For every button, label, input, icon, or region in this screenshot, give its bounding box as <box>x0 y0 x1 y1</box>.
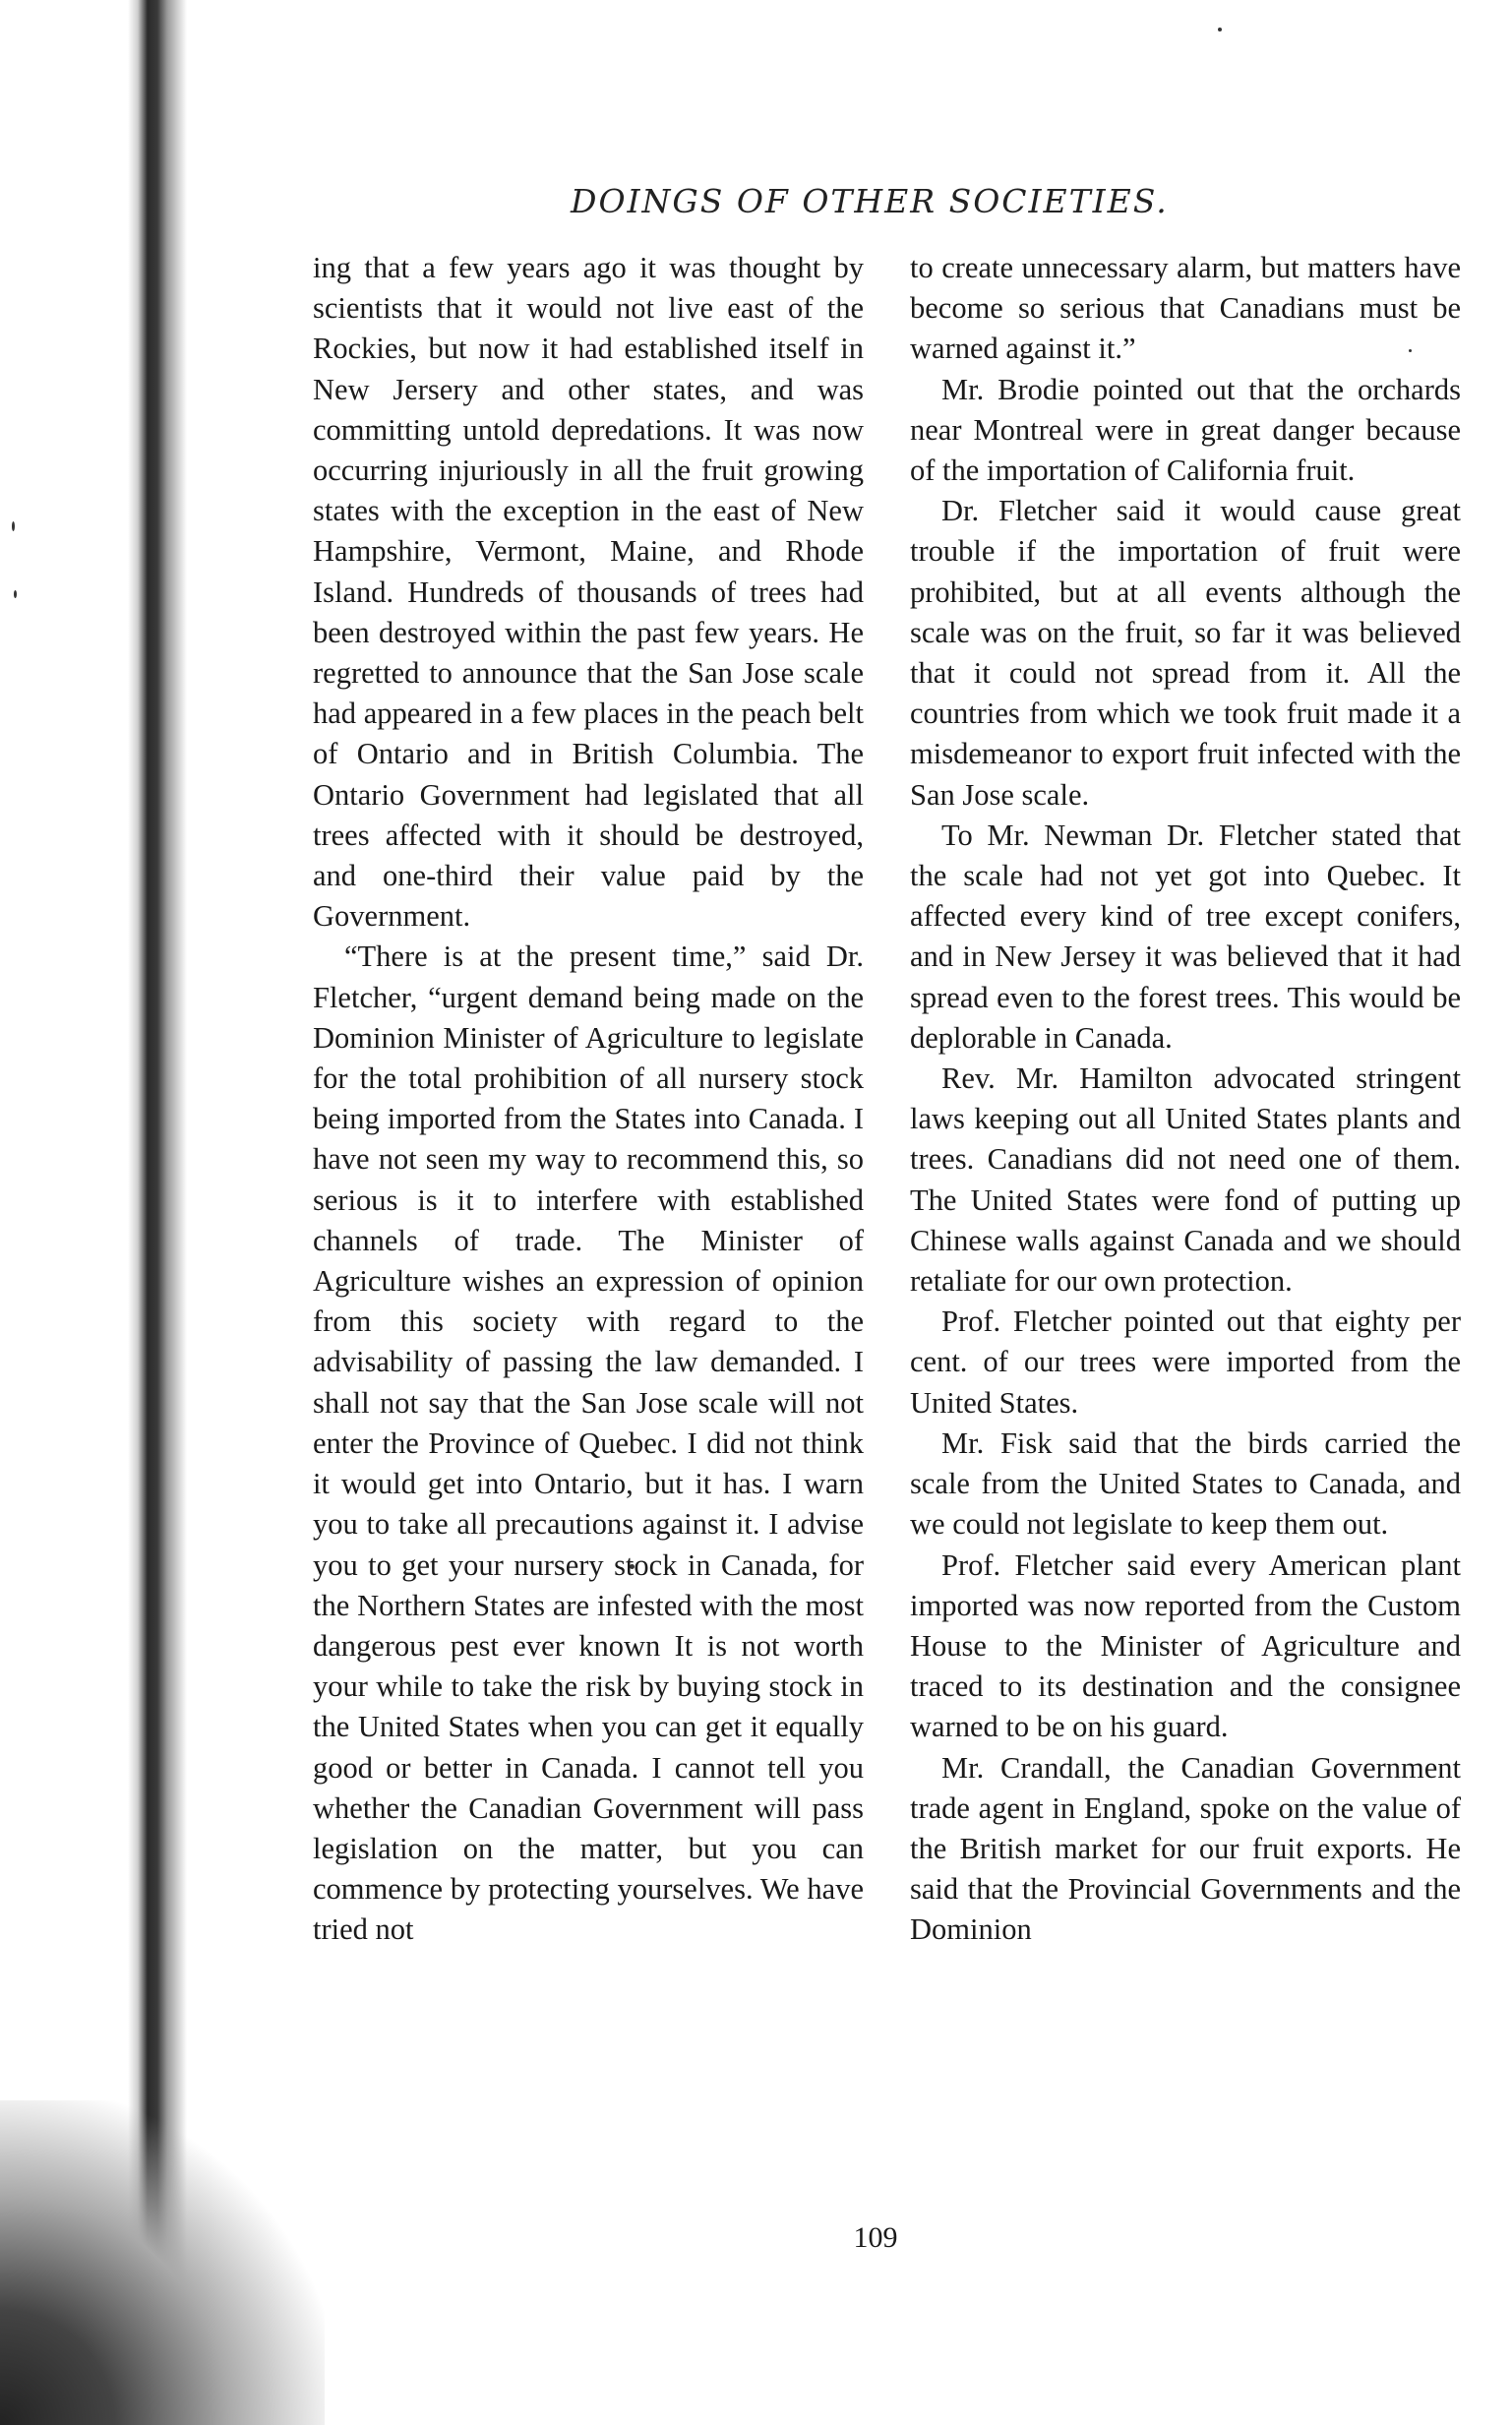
right-column <box>910 248 1461 1951</box>
paragraph: Dr. Fletcher said it would cause great trouble if the importation of fruit were prohibited, but at all events although the scale was on the fruit, so far it was believed that it could not spread from it. All the countries from which we took fruit made it a misdemeanor to export fruit infected with the San Jose scale. <box>910 494 1461 812</box>
paragraph: Rev. Mr. Hamilton advocated stringent laws keeping out all United States plants and trees. Canadians did not need one of them. The United States were fond of putting up Chinese walls against Canada and we should retaliate for our own protection. <box>910 1061 1461 1299</box>
paragraph: Prof. Fletcher said every American plant imported was now reported from the Custom House to the Minister of Agriculture and traced to its destination and the consignee warned to be on his guard. <box>910 1547 1461 1744</box>
speck <box>12 521 15 531</box>
running-head: DOINGS OF OTHER SOCIETIES. <box>571 182 1169 220</box>
paragraph: To Mr. Newman Dr. Fletcher stated that the scale had not yet got into Quebec. It affected every kind of tree except conifers, and in New Jersey it was believed that it had spread even to the forest trees. This would be deplorable in Canada. <box>910 818 1461 1055</box>
paragraph: to create unnecessary alarm, but matters have become so serious that Canadians must be warned against it.” <box>910 251 1461 366</box>
binding-shadow <box>0 0 187 2425</box>
left-column <box>313 248 864 1951</box>
paragraph: “There is at the present time,” said Dr. Fletcher, “urgent demand being made on the Dominion Minister of Agriculture to legislate for the total prohibition of all nursery stock being imported from the States into Canada. I have not seen my way to recommend this, so serious is it to interfere with established channels of trade. The Minister of Agriculture wishes an expression of opinion from this society with regard to the advisability of passing the law demanded. I shall not say that the San Jose scale will not enter the Province of Quebec. I did not think it would get into Ontario, but it has. I warn you to take all precautions against it. I advise you to get your nursery stock in Canada, for the Northern States are infested with the most dangerous pest ever known It is not worth your while to take the risk by buying stock in the United States when you can get it equally good or better in Canada. I cannot tell you whether the Canadian Government will pass legislation on the matter, but you can commence by protecting yourselves. We have tried not <box>313 940 864 1947</box>
paragraph: Mr. Fisk said that the birds carried the scale from the United States to Canada, and we could not legislate to keep them out. <box>910 1425 1461 1542</box>
paragraph: Mr. Brodie pointed out that the orchards near Montreal were in great danger because of the importation of California fruit. <box>910 372 1461 488</box>
binding-shadow-corner <box>0 2100 325 2425</box>
speck <box>1218 28 1222 31</box>
paragraph: Prof. Fletcher pointed out that eighty per cent. of our trees were imported from the United States. <box>910 1304 1461 1420</box>
paragraph: Mr. Crandall, the Canadian Government trade agent in England, spoke on the value of the British market for our fruit exports. He said that the Provincial Governments and the Dominion <box>910 1750 1461 1947</box>
paragraph: ing that a few years ago it was thought by scientists that it would not live east of the Rockies, but now it had established itself in New Jersery and other states, and was committing untold depredations. It was now occurring injuriously in all the fruit growing states with the exception in the east of New Hampshire, Vermont, Maine, and Rhode Island. Hundreds of thousands of trees had been destroyed within the past few years. He regretted to announce that the San Jose scale had appeared in a few places in the peach belt of Ontario and in British Columbia. The Ontario Government had legislated that all trees affected with it should be destroyed, and one-third their value paid by the Government. <box>313 251 864 934</box>
page-number: 109 <box>853 2221 898 2254</box>
speck <box>14 590 17 598</box>
